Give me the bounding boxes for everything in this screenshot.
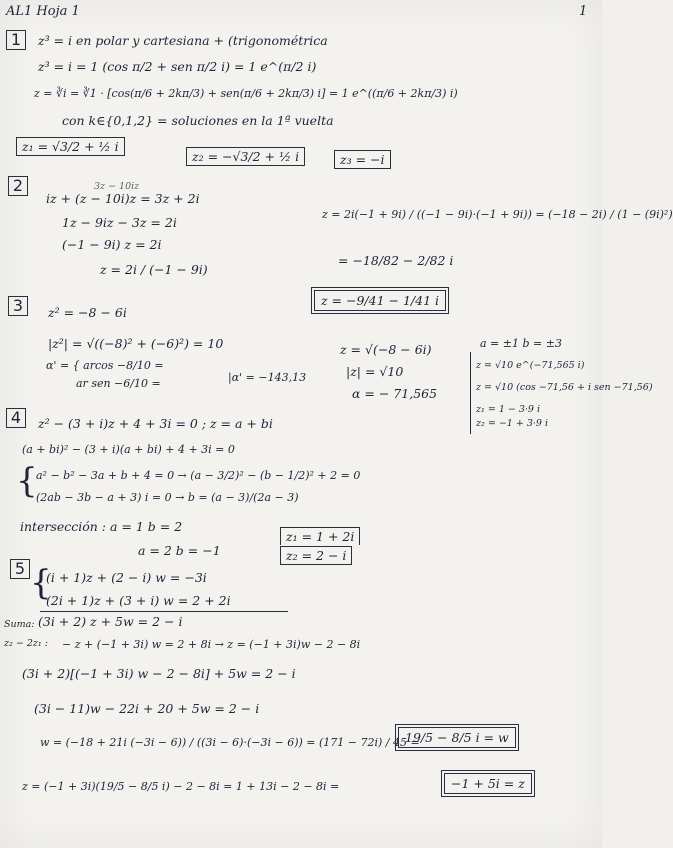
p3-line-3c: |α' = −143,13 bbox=[228, 371, 307, 384]
p5-line-1: (i + 1)z + (2 − i) w = −3i bbox=[46, 570, 207, 585]
p3-right-4: z₂ = −1 + 3·9 i bbox=[476, 418, 548, 429]
page-number: 1 bbox=[579, 4, 588, 19]
p3-right-2: z = √10 (cos −71,56 + i sen −71,56) bbox=[476, 382, 653, 393]
problem-3-number: 3 bbox=[8, 296, 28, 316]
p3-right-1: z = √10 e^(−71,565 i) bbox=[476, 360, 585, 371]
p3-right-3: z₁ = 1 − 3·9 i bbox=[476, 404, 541, 415]
p2-right-1: z = 2i(−1 + 9i) / ((−1 − 9i)·(−1 + 9i)) = (−18 − 2i) / (1 − (9i)²) bbox=[322, 208, 673, 221]
p1-line-3: z = ∛i = ∛1 · [cos(π/6 + 2kπ/3) + sen(π/6 + 2kπ/3) i] = 1 e^((π/6 + 2kπ/3) i) bbox=[34, 87, 458, 100]
problem-1-number: 1 bbox=[6, 30, 26, 50]
p2-right-2: = −18/82 − 2/82 i bbox=[338, 253, 454, 268]
sheet-header: AL1 Hoja 1 bbox=[6, 4, 80, 19]
problem-4-number: 4 bbox=[6, 408, 26, 428]
p4-line-6: a = 2 b = −1 bbox=[138, 543, 221, 558]
p5-result-w: 19/5 − 8/5 i = w bbox=[398, 727, 516, 748]
p1-root-z2: z₂ = −√3/2 + ½ i bbox=[186, 147, 305, 166]
p5-line-7: w = (−18 + 21i (−3i − 6)) / ((3i − 6)·(−3i − 6)) = (171 − 72i) / 45 = bbox=[40, 736, 420, 749]
p5-system-brace: { bbox=[30, 563, 52, 603]
p5-result-z: −1 + 5i = z bbox=[444, 773, 532, 794]
problem-5-number: 5 bbox=[10, 559, 30, 579]
p3-middle-3: α = − 71,565 bbox=[352, 386, 438, 401]
p3-line-3a: α' = { arcos −8/10 = bbox=[46, 359, 164, 372]
p5-line-2: (2i + 1)z + (3 + i) w = 2 + 2i bbox=[46, 593, 231, 608]
p3-middle-2: |z| = √10 bbox=[346, 364, 404, 379]
p2-annotation: 3z − 10iz bbox=[94, 181, 140, 192]
p4-root-z1: z₁ = 1 + 2i bbox=[280, 527, 360, 545]
p1-root-z3: z₃ = −i bbox=[334, 150, 391, 169]
p2-line-4: z = 2i / (−1 − 9i) bbox=[100, 262, 208, 277]
p1-root-z1: z₁ = √3/2 + ½ i bbox=[16, 137, 125, 156]
p5-sum-rule bbox=[40, 611, 288, 612]
p5-line-6: (3i − 11)w − 22i + 20 + 5w = 2 − i bbox=[34, 701, 260, 716]
p3-right-0: a = ±1 b = ±3 bbox=[480, 337, 562, 350]
p3-line-1: z² = −8 − 6i bbox=[48, 305, 127, 320]
p4-line-1: z² − (3 + i)z + 4 + 3i = 0 ; z = a + bi bbox=[38, 416, 273, 431]
p2-line-3: (−1 − 9i) z = 2i bbox=[62, 237, 162, 252]
p5-side-diff: z₂ − 2z₁ : bbox=[4, 638, 48, 649]
p3-right-divider bbox=[470, 352, 471, 434]
p3-middle-1: z = √(−8 − 6i) bbox=[340, 342, 432, 357]
p5-side-sum: Suma: bbox=[4, 619, 35, 630]
p4-line-5: intersección : a = 1 b = 2 bbox=[20, 519, 183, 534]
p2-line-1: iz + (z − 10i)z = 3z + 2i bbox=[46, 191, 200, 206]
p4-root-z2: z₂ = 2 − i bbox=[280, 546, 352, 565]
p2-line-2: 1z − 9iz − 3z = 2i bbox=[62, 215, 177, 230]
p5-line-3: (3i + 2) z + 5w = 2 − i bbox=[38, 614, 183, 629]
p5-line-5: (3i + 2)[(−1 + 3i) w − 2 − 8i] + 5w = 2 − i bbox=[22, 666, 296, 681]
p4-system-brace: { bbox=[16, 461, 38, 501]
p4-line-4: (2ab − 3b − a + 3) i = 0 → b = (a − 3)/(2a − 3) bbox=[36, 491, 299, 504]
p4-line-2: (a + bi)² − (3 + i)(a + bi) + 4 + 3i = 0 bbox=[22, 443, 235, 456]
p3-line-3b: ar sen −6/10 = bbox=[76, 377, 161, 390]
p1-line-2: z³ = i = 1 (cos π/2 + sen π/2 i) = 1 e^(π/2 i) bbox=[38, 59, 317, 74]
p2-result: z = −9/41 − 1/41 i bbox=[314, 290, 446, 311]
p5-line-8: z = (−1 + 3i)(19/5 − 8/5 i) − 2 − 8i = 1 + 13i − 2 − 8i = bbox=[22, 780, 340, 793]
p4-line-3: a² − b² − 3a + b + 4 = 0 → (a − 3/2)² − (b − 1/2)² + 2 = 0 bbox=[36, 469, 361, 482]
p1-line-1: z³ = i en polar y cartesiana + (trigonométrica bbox=[38, 33, 328, 48]
p3-line-2: |z²| = √((−8)² + (−6)²) = 10 bbox=[48, 336, 224, 351]
p5-line-4: − z + (−1 + 3i) w = 2 + 8i → z = (−1 + 3i)w − 2 − 8i bbox=[62, 638, 361, 651]
problem-2-number: 2 bbox=[8, 176, 28, 196]
p1-line-4: con k∈{0,1,2} = soluciones en la 1ª vuelta bbox=[62, 113, 334, 128]
